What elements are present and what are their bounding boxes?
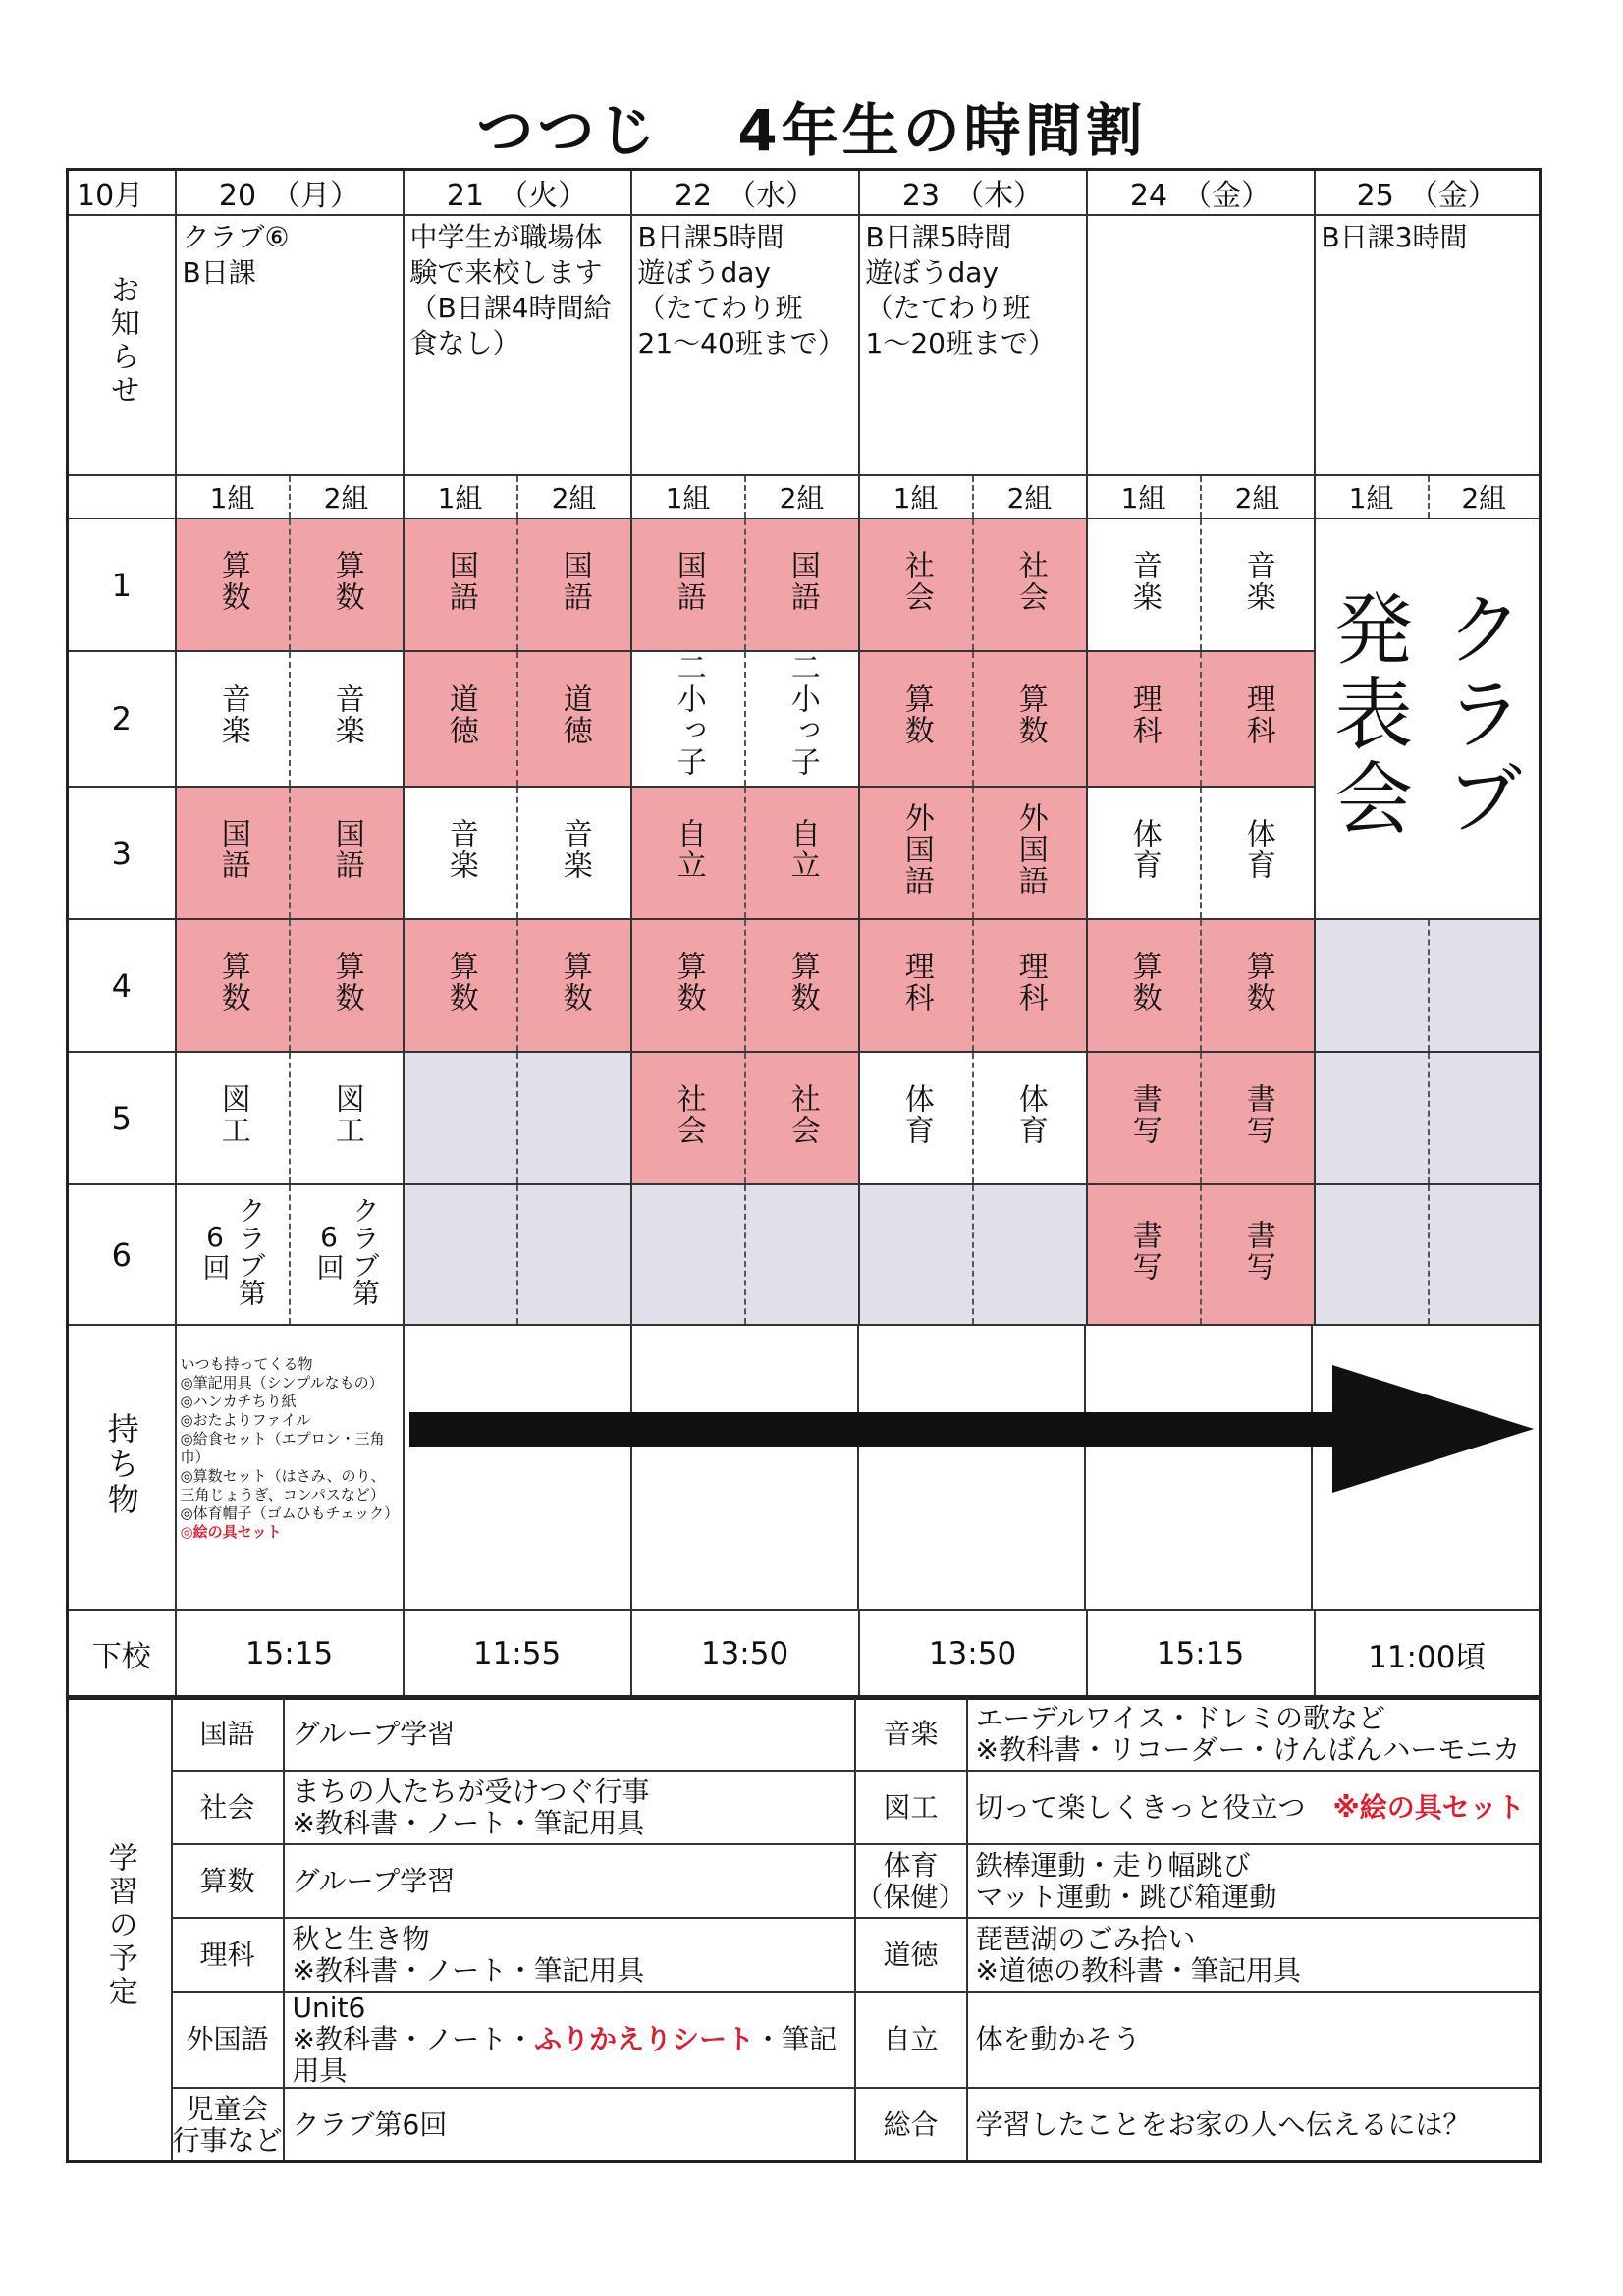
club-presentation-cell (1315, 519, 1541, 919)
class-header: 2組 (745, 475, 859, 519)
learning-subject: 体育 （保健） (855, 1844, 967, 1918)
belongings-list (176, 1325, 404, 1610)
subject-cell: 社会 (973, 519, 1087, 651)
subject-cell (517, 1052, 631, 1184)
subject-cell: 二小っ子 (745, 651, 859, 787)
learning-description: グループ学習 (284, 1697, 855, 1772)
learning-subject: 外国語 (172, 1992, 284, 2088)
empty-cell (1429, 1184, 1541, 1325)
day-header: 22 （水） (631, 170, 859, 216)
learning-plan-table (66, 1695, 1542, 2163)
subject-cell: 書写 (1087, 1184, 1201, 1325)
empty-cell (1429, 919, 1541, 1052)
subject-cell: 音楽 (1201, 519, 1315, 651)
belongings-highlight: ◎絵の具セット (180, 1523, 282, 1541)
subject-cell (859, 1184, 973, 1325)
subject-cell: 体育 (973, 1052, 1087, 1184)
subject-cell: 国語 (176, 787, 290, 919)
subject-cell: 音楽 (1087, 519, 1201, 651)
period-number: 6 (68, 1184, 176, 1325)
subject-cell: 算数 (1201, 919, 1315, 1052)
subject-cell: 音楽 (404, 787, 517, 919)
notice-cell: B日課3時間 (1315, 215, 1541, 475)
learning-description: まちの人たちが受けつぐ行事 ※教科書・ノート・筆記用具 (284, 1771, 855, 1844)
subject-cell: 二小っ子 (631, 651, 745, 787)
month-label: 10月 (68, 170, 176, 216)
belonging-item: ◎算数セット（はさみ、のり、三角じょうぎ、コンパスなど） (180, 1467, 386, 1503)
learning-subject: 社会 (172, 1771, 284, 1844)
class-header: 1組 (1315, 475, 1429, 519)
empty-cell (1315, 1052, 1429, 1184)
day-header: 25 （金） (1315, 170, 1541, 216)
subject-cell: 図工 (290, 1052, 404, 1184)
subject-cell: 算数 (631, 919, 745, 1052)
belonging-item: いつも持ってくる物 (180, 1355, 313, 1373)
dismissal-time: 11:55 (404, 1610, 631, 1699)
learning-description: クラブ第6回 (284, 2088, 855, 2162)
subject-cell: 体育 (859, 1052, 973, 1184)
learning-description: 体を動かそう (967, 1992, 1541, 2088)
learning-subject: 図工 (855, 1771, 967, 1844)
belonging-item: ◎給食セット（エプロン・三角巾） (180, 1430, 385, 1466)
subject-cell: クラブ第6回 (290, 1184, 404, 1325)
class-header: 1組 (404, 475, 517, 519)
subject-cell: 体育 (1201, 787, 1315, 919)
day-header: 24 （金） (1087, 170, 1315, 216)
class-header: 2組 (1429, 475, 1541, 519)
class-header: 1組 (631, 475, 745, 519)
learning-description: グループ学習 (284, 1844, 855, 1918)
subject-cell (404, 1052, 517, 1184)
subject-cell (631, 1184, 745, 1325)
empty-cell (1315, 919, 1429, 1052)
subject-cell: 算数 (176, 519, 290, 651)
learning-subject: 音楽 (855, 1697, 967, 1772)
learning-subject: 道徳 (855, 1918, 967, 1992)
belonging-item: ◎筆記用具（シンプルなもの） (180, 1374, 384, 1392)
notice-cell: 中学生が職場体験で来校します（B日課4時間給食なし） (404, 215, 631, 475)
dismissal-label: 下校 (68, 1610, 176, 1699)
subject-cell: 算数 (517, 919, 631, 1052)
class-header: 2組 (973, 475, 1087, 519)
dismissal-time: 15:15 (1087, 1610, 1315, 1699)
subject-cell: クラブ第6回 (176, 1184, 290, 1325)
learning-description: 学習したことをお家の人へ伝えるには？ (967, 2088, 1541, 2162)
belongings-label: 持ち物 (68, 1325, 176, 1610)
page-title (0, 84, 1623, 167)
learning-description: 琵琶湖のごみ拾い ※道徳の教科書・筆記用具 (967, 1918, 1541, 1992)
subject-cell: 国語 (404, 519, 517, 651)
subject-cell: 算数 (973, 651, 1087, 787)
learning-description: 鉄棒運動・走り幅跳び マット運動・跳び箱運動 (967, 1844, 1541, 1918)
dismissal-time: 13:50 (859, 1610, 1087, 1699)
subject-cell: 社会 (859, 519, 973, 651)
dismissal-time: 15:15 (176, 1610, 404, 1699)
learning-subject: 国語 (172, 1697, 284, 1772)
notice-cell: クラブ⑥ B日課 (176, 215, 404, 475)
subject-cell: 道徳 (404, 651, 517, 787)
belonging-item: ◎ハンカチちり紙 (180, 1393, 297, 1410)
subject-cell: 国語 (631, 519, 745, 651)
subject-cell: 算数 (1087, 919, 1201, 1052)
subject-cell: 書写 (1201, 1184, 1315, 1325)
subject-cell: 音楽 (290, 651, 404, 787)
belonging-item: ◎体育帽子（ゴムひもチェック） (180, 1504, 400, 1522)
class-header: 1組 (1087, 475, 1201, 519)
subject-cell (745, 1184, 859, 1325)
subject-cell (517, 1184, 631, 1325)
subject-cell: 国語 (517, 519, 631, 651)
notice-cell (1087, 215, 1315, 475)
presentation-label: 発表会 (1321, 588, 1413, 842)
learning-plan-label: 学習の予定 (68, 1697, 172, 2162)
learning-description: エーデルワイス・ドレミの歌など ※教科書・リコーダー・けんばんハーモニカ (967, 1697, 1541, 1772)
day-header: 20 （月） (176, 170, 404, 216)
empty-cell (1429, 1052, 1541, 1184)
dismissal-time: 13:50 (631, 1610, 859, 1699)
learning-subject: 総合 (855, 2088, 967, 2162)
subject-cell: 算数 (404, 919, 517, 1052)
class-header-blank (68, 475, 176, 519)
belongings-arrow-area (404, 1325, 1541, 1610)
period-number: 2 (68, 651, 176, 787)
subject-cell: 理科 (859, 919, 973, 1052)
class-header: 2組 (517, 475, 631, 519)
subject-cell: 算数 (859, 651, 973, 787)
subject-cell: 算数 (290, 519, 404, 651)
subject-cell: 自立 (631, 787, 745, 919)
subject-cell: 理科 (973, 919, 1087, 1052)
class-header: 2組 (290, 475, 404, 519)
subject-cell: 理科 (1087, 651, 1201, 787)
class-header: 2組 (1201, 475, 1315, 519)
subject-cell (404, 1184, 517, 1325)
dismissal-time: 11:00頃 (1315, 1610, 1541, 1699)
class-header: 1組 (859, 475, 973, 519)
notice-label: お知らせ (68, 215, 176, 475)
period-number: 1 (68, 519, 176, 651)
club-label: クラブ (1432, 588, 1524, 842)
learning-subject: 算数 (172, 1844, 284, 1918)
learning-subject: 理科 (172, 1918, 284, 1992)
empty-cell (1315, 1184, 1429, 1325)
subject-cell: 自立 (745, 787, 859, 919)
subject-cell: 書写 (1087, 1052, 1201, 1184)
learning-subject: 自立 (855, 1992, 967, 2088)
subject-cell: 外国語 (973, 787, 1087, 919)
subject-cell: 算数 (176, 919, 290, 1052)
subject-cell: 外国語 (859, 787, 973, 919)
day-header: 23 （木） (859, 170, 1087, 216)
subject-cell: 国語 (290, 787, 404, 919)
subject-cell: 国語 (745, 519, 859, 651)
subject-cell: 社会 (745, 1052, 859, 1184)
timetable (66, 168, 1542, 1700)
period-number: 3 (68, 787, 176, 919)
subject-cell: 理科 (1201, 651, 1315, 787)
title-class: つつじ (476, 97, 660, 164)
belonging-item: ◎おたよりファイル (180, 1411, 311, 1429)
subject-cell: 算数 (290, 919, 404, 1052)
learning-subject: 児童会 行事など (172, 2088, 284, 2162)
subject-cell: 算数 (745, 919, 859, 1052)
period-number: 4 (68, 919, 176, 1052)
learning-description: 切って楽しくきっと役立つ ※絵の具セット (967, 1771, 1541, 1844)
arrow-icon (405, 1326, 1543, 1579)
subject-cell: 道徳 (517, 651, 631, 787)
subject-cell: 体育 (1087, 787, 1201, 919)
subject-cell (973, 1184, 1087, 1325)
learning-description: Unit6 ※教科書・ノート・ふりかえりシート・筆記用具 (284, 1992, 855, 2088)
subject-cell: 図工 (176, 1052, 290, 1184)
subject-cell: 書写 (1201, 1052, 1315, 1184)
notice-cell: B日課5時間 遊ぼうday （たてわり班 1〜20班まで） (859, 215, 1087, 475)
period-number: 5 (68, 1052, 176, 1184)
subject-cell: 音楽 (176, 651, 290, 787)
class-header: 1組 (176, 475, 290, 519)
subject-cell: 社会 (631, 1052, 745, 1184)
learning-description: 秋と生き物 ※教科書・ノート・筆記用具 (284, 1918, 855, 1992)
title-main: 4年生の時間割 (737, 97, 1147, 164)
subject-cell: 音楽 (517, 787, 631, 919)
notice-cell: B日課5時間 遊ぼうday （たてわり班 21〜40班まで） (631, 215, 859, 475)
day-header: 21 （火） (404, 170, 631, 216)
